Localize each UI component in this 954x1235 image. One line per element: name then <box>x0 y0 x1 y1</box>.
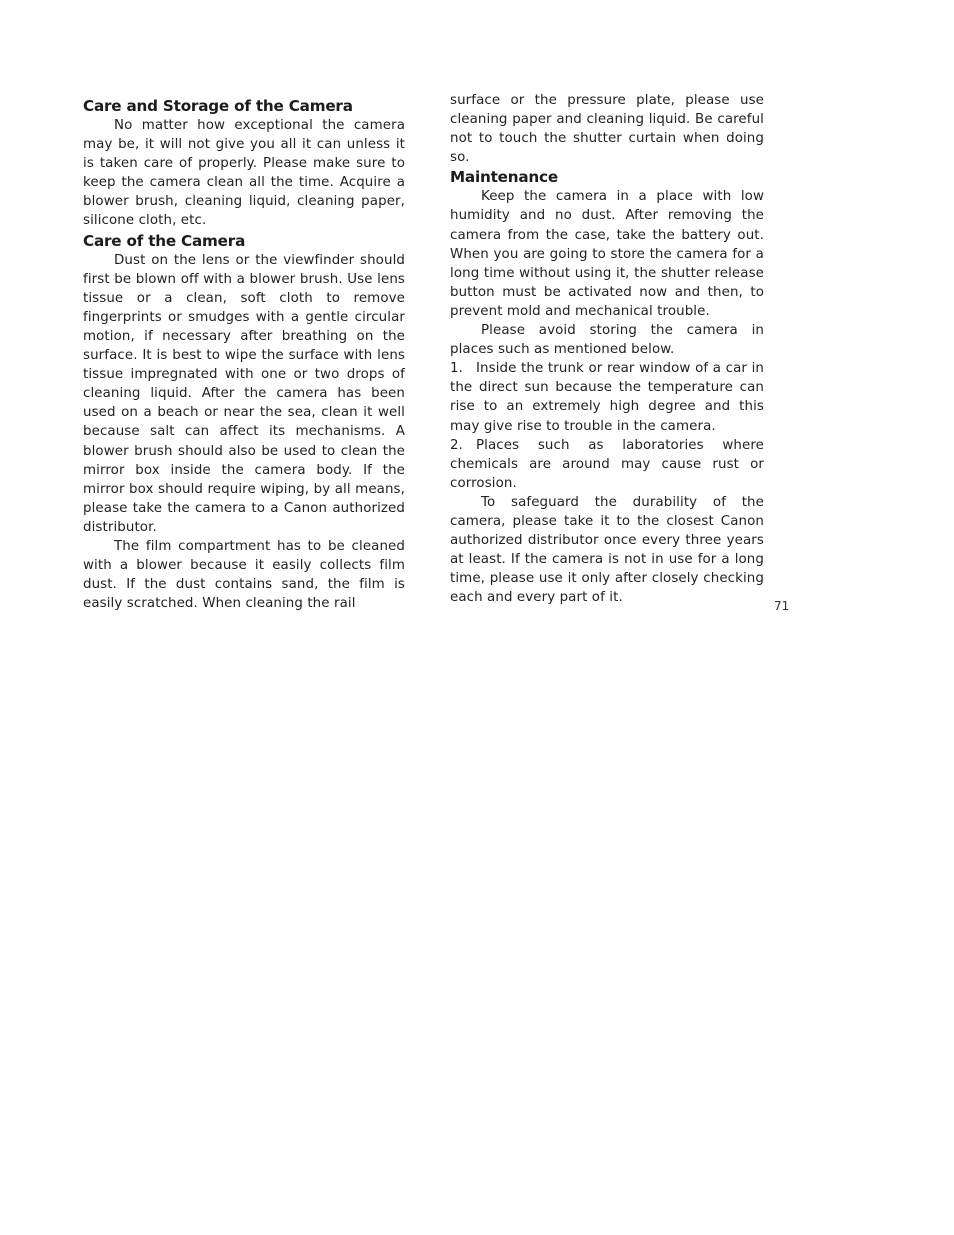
list-item-2-text: Places such as laboratories where chemicals are around may cause rust or corrosion. <box>450 437 764 491</box>
list-item-1 <box>450 359 764 435</box>
paragraph-maintenance: Keep the camera in a place with low humidity and no dust. After removing the camera from the case, take the battery out. When you are going to store the camera for a long time without using it, the shutter release button must be activated now and then, to prevent mold and mechanical trouble. <box>450 189 764 319</box>
paragraph-film-compartment-continued: surface or the pressure plate, please use cleaning paper and cleaning liquid. Be careful not to touch the shutter curtain when doing so. <box>450 93 764 166</box>
list-item-2 <box>450 436 764 493</box>
list-item-2-number: 2. <box>450 437 463 453</box>
right-column <box>450 91 764 607</box>
paragraph-care-of-camera: Dust on the lens or the viewfinder should first be blown off with a blower brush. Use lens tissue or a clean, soft cloth to remove fingerprints or smudges with a gentle circular motion, if necessary after breathing on the surface. It is best to wipe the surface with lens tissue impregnated with one or two drops of cleaning liquid. After the camera has been used on a beach or near the sea, clean it well because salt can affect its mechanisms. A blower brush should also be used to clean the mirror box inside the camera body. If the mirror box should require wiping, by all means, please take the camera to a Canon authorized distributor. <box>83 252 405 535</box>
left-column <box>83 96 405 613</box>
heading-care-of-camera: Care of the Camera <box>83 231 246 250</box>
heading-care-and-storage: Care and Storage of the Camera <box>83 97 353 115</box>
list-item-1-text: Inside the trunk or rear window of a car in the direct sun because the temperature can rise to an extremely high degree and this may give rise to trouble in the camera. <box>450 361 764 434</box>
paragraph-avoid-storing: Please avoid storing the camera in places such as mentioned below. <box>450 323 764 358</box>
paragraph-film-compartment: The film compartment has to be cleaned with a blower because it easily collects film dust. If the dust contains sand, the film is easily scratched. When cleaning the rail <box>83 538 405 612</box>
page-number: 71 <box>774 599 790 613</box>
paragraph-safeguard: To safeguard the durability of the camera, please take it to the closest Canon authorized distributor once every three years at least. If the camera is not in use for a long time, please use it only after closely checking each and every part of it. <box>450 494 764 606</box>
heading-maintenance: Maintenance <box>450 168 558 187</box>
list-item-1-number: 1. <box>450 361 463 377</box>
paragraph-care-and-storage: No matter how exceptional the camera may be, it will not give you all it can unless it is taken care of properly. Please make sure to keep the camera clean all the time. Acquire a blower brush, cleaning liquid, cleaning paper, silicone cloth, etc. <box>83 118 405 229</box>
